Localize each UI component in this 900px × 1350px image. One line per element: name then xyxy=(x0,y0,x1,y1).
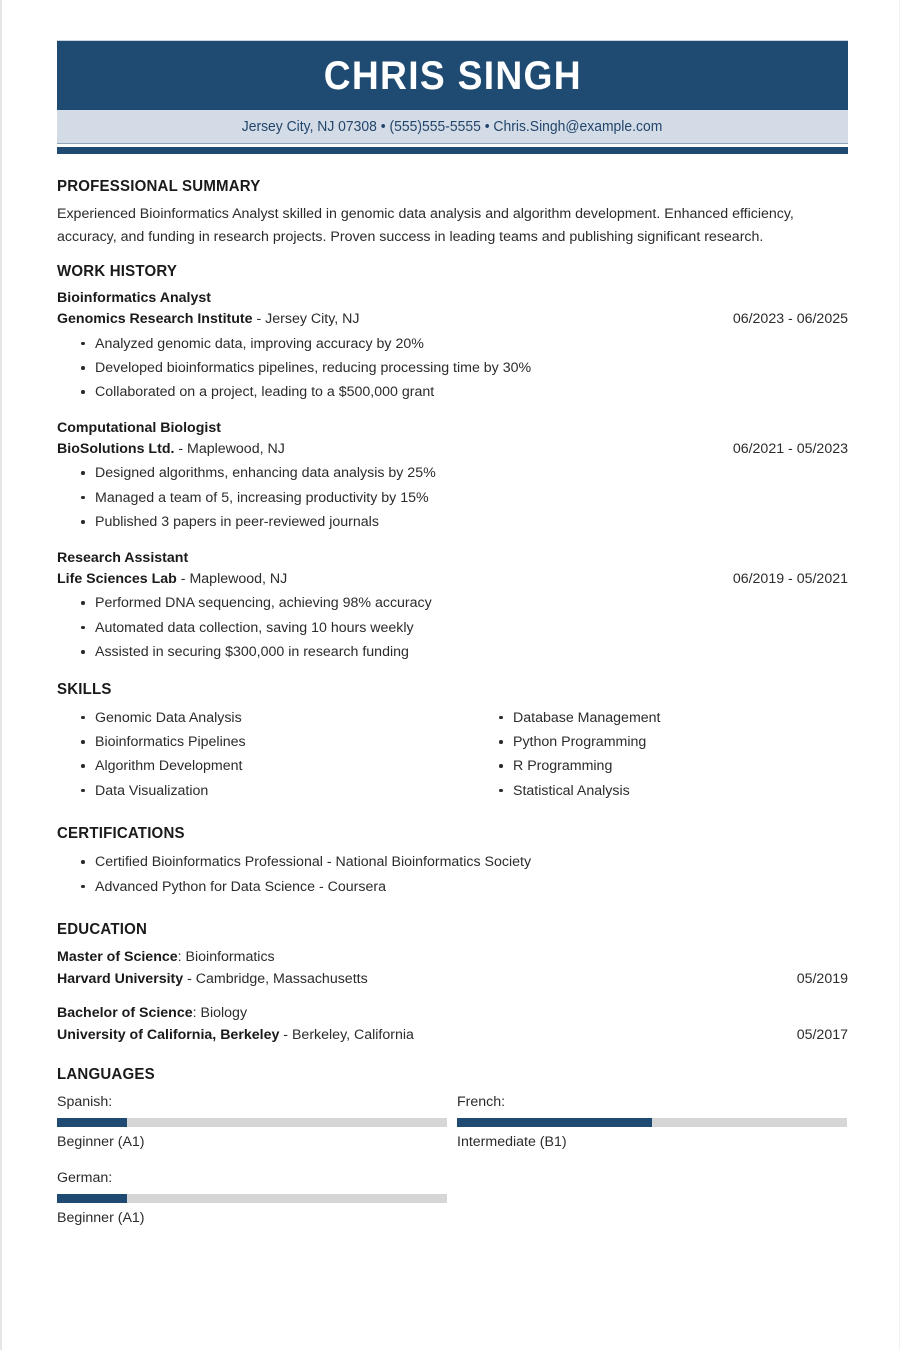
skills-columns xyxy=(57,706,848,804)
section-heading-certifications: CERTIFICATIONS xyxy=(57,825,185,843)
resume-body xyxy=(57,178,848,1247)
job-dates: 06/2021 - 05/2023 xyxy=(732,441,848,458)
job-meta xyxy=(57,439,848,460)
job-title: Research Assistant xyxy=(57,549,189,566)
language-proficiency-fill xyxy=(457,1118,652,1127)
job-employer xyxy=(57,569,287,590)
language-entry xyxy=(57,1167,447,1229)
education-date: 05/2019 xyxy=(796,971,848,988)
skill-item: Bioinformatics Pipelines xyxy=(57,730,475,754)
section-languages xyxy=(57,1066,848,1243)
job-bullet: Performed DNA sequencing, achieving 98% accuracy xyxy=(57,591,848,615)
language-level: Beginner (A1) xyxy=(57,1134,145,1151)
job-bullet: Managed a team of 5, increasing productivity by 15% xyxy=(57,486,848,510)
section-work-history xyxy=(57,263,848,665)
contact-band xyxy=(57,110,848,143)
section-certifications xyxy=(57,825,848,899)
section-heading-languages: LANGUAGES xyxy=(57,1066,155,1084)
job-entry xyxy=(57,548,848,665)
language-level: Beginner (A1) xyxy=(57,1210,145,1227)
name-band xyxy=(57,40,848,110)
job-bullet: Automated data collection, saving 10 hours weekly xyxy=(57,616,848,640)
language-proficiency-bar xyxy=(57,1194,447,1203)
education-school-wrap xyxy=(57,1024,414,1046)
job-bullets xyxy=(57,461,848,534)
skill-item: Algorithm Development xyxy=(57,754,475,778)
language-proficiency-fill xyxy=(57,1118,127,1127)
job-bullet: Designed algorithms, enhancing data analysis by 25% xyxy=(57,461,848,485)
job-bullets xyxy=(57,332,848,405)
job-title: Bioinformatics Analyst xyxy=(57,290,211,306)
language-entry xyxy=(457,1091,847,1153)
job-meta xyxy=(57,569,848,590)
section-heading-education: EDUCATION xyxy=(57,921,148,939)
certification-item: Certified Bioinformatics Professional - National Bioinformatics Society xyxy=(57,850,848,874)
job-company: Life Sciences Lab xyxy=(57,571,177,588)
job-dates: 06/2023 - 06/2025 xyxy=(732,311,848,328)
section-heading-summary: PROFESSIONAL SUMMARY xyxy=(57,178,261,195)
education-school: Harvard University xyxy=(57,971,184,988)
skill-item: Database Management xyxy=(475,706,848,730)
job-bullet: Published 3 papers in peer-reviewed journals xyxy=(57,510,848,534)
education-meta xyxy=(57,968,848,990)
education-location: - Cambridge, Massachusetts xyxy=(183,971,368,988)
language-proficiency-fill xyxy=(57,1194,127,1203)
summary-text: Experienced Bioinformatics Analyst skilled in genomic data analysis and algorithm development. Enhanced efficiency, accuracy, and funding in research projects. Proven success in leading teams and publishing significant research. xyxy=(57,206,794,245)
job-employer xyxy=(57,309,360,330)
resume-header xyxy=(57,40,848,154)
education-degree-field: : Biology xyxy=(192,1005,248,1022)
certification-item: Advanced Python for Data Science - Coursera xyxy=(57,875,848,899)
education-degree-field: : Bioinformatics xyxy=(177,949,275,966)
job-location: - Maplewood, NJ xyxy=(176,571,288,588)
job-bullets xyxy=(57,591,848,664)
education-meta xyxy=(57,1024,848,1046)
education-degree-label: Master of Science xyxy=(57,949,178,966)
language-name: German: xyxy=(57,1170,113,1187)
job-bullet: Developed bioinformatics pipelines, reducing processing time by 30% xyxy=(57,356,848,380)
language-level: Intermediate (B1) xyxy=(457,1134,567,1151)
language-proficiency-bar xyxy=(57,1118,447,1127)
language-name: French: xyxy=(457,1094,506,1111)
education-school-wrap xyxy=(57,968,368,990)
job-dates: 06/2019 - 05/2021 xyxy=(732,571,848,588)
skill-item: Data Visualization xyxy=(57,779,475,803)
language-proficiency-bar xyxy=(457,1118,847,1127)
job-bullet: Assisted in securing $300,000 in research funding xyxy=(57,640,848,664)
job-location: - Maplewood, NJ xyxy=(174,441,285,458)
education-degree xyxy=(57,1002,848,1024)
job-title: Computational Biologist xyxy=(57,419,221,436)
education-location: - Berkeley, California xyxy=(279,1027,414,1044)
education-entry xyxy=(57,946,848,990)
section-heading-skills: SKILLS xyxy=(57,680,112,698)
education-degree xyxy=(57,946,848,968)
language-entry xyxy=(57,1091,447,1153)
language-name: Spanish: xyxy=(57,1094,113,1111)
education-degree-label: Bachelor of Science xyxy=(57,1005,193,1022)
header-rule-thick xyxy=(57,147,848,154)
education-school: University of California, Berkeley xyxy=(57,1027,280,1044)
job-meta xyxy=(57,309,848,330)
skills-column-right xyxy=(475,706,848,804)
job-company: BioSolutions Ltd. xyxy=(57,441,175,458)
job-location: - Jersey City, NJ xyxy=(252,311,360,328)
job-employer xyxy=(57,439,285,460)
job-company: Genomics Research Institute xyxy=(57,311,253,328)
skill-item: R Programming xyxy=(475,754,848,778)
skill-item: Python Programming xyxy=(475,730,848,754)
job-entry xyxy=(57,288,848,405)
section-professional-summary xyxy=(57,178,848,249)
contact-line: Jersey City, NJ 07308 • (555)555-5555 • Chris.Singh@example.com xyxy=(242,118,663,135)
education-date: 05/2017 xyxy=(796,1027,848,1044)
job-bullet: Collaborated on a project, leading to a $500,000 grant xyxy=(57,380,848,404)
skills-column-left xyxy=(57,706,475,804)
skill-item: Genomic Data Analysis xyxy=(57,706,475,730)
skill-item: Statistical Analysis xyxy=(475,779,848,803)
education-entry xyxy=(57,1002,848,1046)
section-education xyxy=(57,921,848,1046)
section-heading-work: WORK HISTORY xyxy=(57,263,178,280)
languages-grid xyxy=(57,1091,848,1243)
section-skills xyxy=(57,681,848,804)
job-entry xyxy=(57,418,848,535)
certifications-list xyxy=(57,850,848,899)
job-bullet: Analyzed genomic data, improving accuracy by 20% xyxy=(57,332,848,356)
candidate-name: CHRIS SINGH xyxy=(323,53,582,98)
